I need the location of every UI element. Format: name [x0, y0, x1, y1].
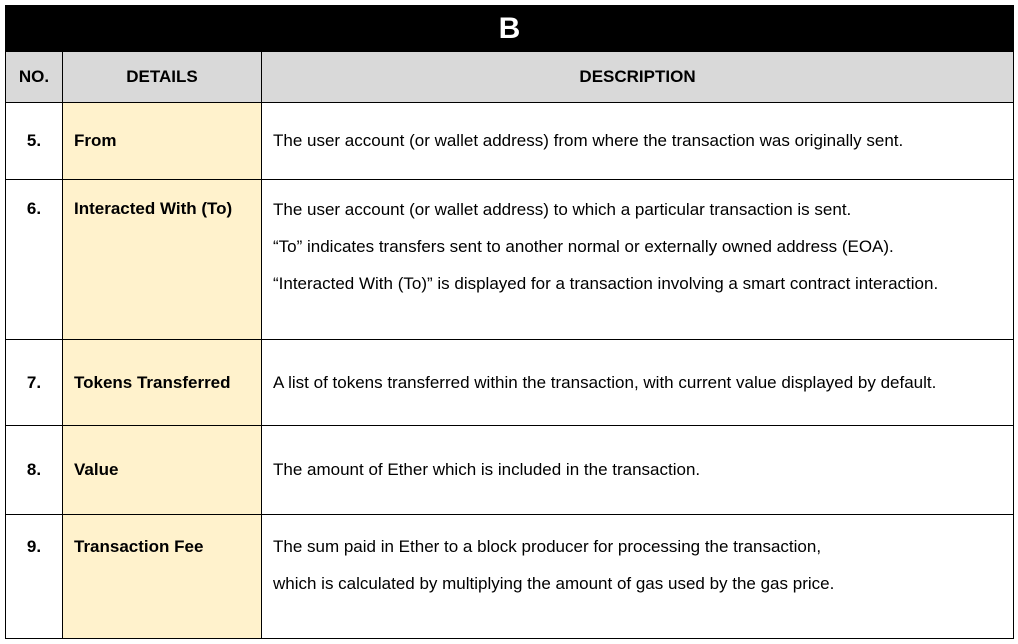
table-row: [6, 103, 1014, 180]
description-line: “To” indicates transfers sent to another normal or externally owned address (EOA).: [273, 237, 894, 256]
row-description: [262, 426, 1014, 515]
table-header-row: [6, 52, 1014, 103]
description-line: The sum paid in Ether to a block producer for processing the transaction,: [273, 537, 822, 556]
description-line: “Interacted With (To)” is displayed for a transaction involving a smart contract interaction.: [273, 274, 939, 293]
row-number: 6.: [6, 180, 63, 340]
row-number: 7.: [6, 340, 63, 426]
description-line: The amount of Ether which is included in the transaction.: [273, 460, 701, 479]
row-description: [262, 103, 1014, 180]
description-line: A list of tokens transferred within the transaction, with current value displayed by default.: [273, 372, 937, 392]
header-description: DESCRIPTION: [262, 52, 1014, 103]
row-number: 9.: [6, 515, 63, 639]
table-title-row: [6, 6, 1014, 52]
row-description: [262, 515, 1014, 639]
row-detail: Interacted With (To): [63, 180, 262, 340]
table-row: [6, 426, 1014, 515]
row-detail: Transaction Fee: [63, 515, 262, 639]
header-no: NO.: [6, 52, 63, 103]
table-row: [6, 515, 1014, 639]
row-description: [262, 180, 1014, 340]
header-details: DETAILS: [63, 52, 262, 103]
transaction-details-table: [5, 5, 1014, 639]
row-description: [262, 340, 1014, 426]
row-number: 5.: [6, 103, 63, 180]
description-line: The user account (or wallet address) to which a particular transaction is sent.: [273, 200, 852, 219]
table-row: [6, 180, 1014, 340]
row-detail: From: [63, 103, 262, 180]
table-row: [6, 340, 1014, 426]
row-number: 8.: [6, 426, 63, 515]
row-detail: Value: [63, 426, 262, 515]
row-detail: Tokens Transferred: [63, 340, 262, 426]
table-title: B: [6, 6, 1014, 52]
description-line: The user account (or wallet address) from where the transaction was originally sent.: [273, 131, 904, 150]
description-line: which is calculated by multiplying the amount of gas used by the gas price.: [273, 574, 835, 593]
details-table-container: [5, 5, 1013, 640]
